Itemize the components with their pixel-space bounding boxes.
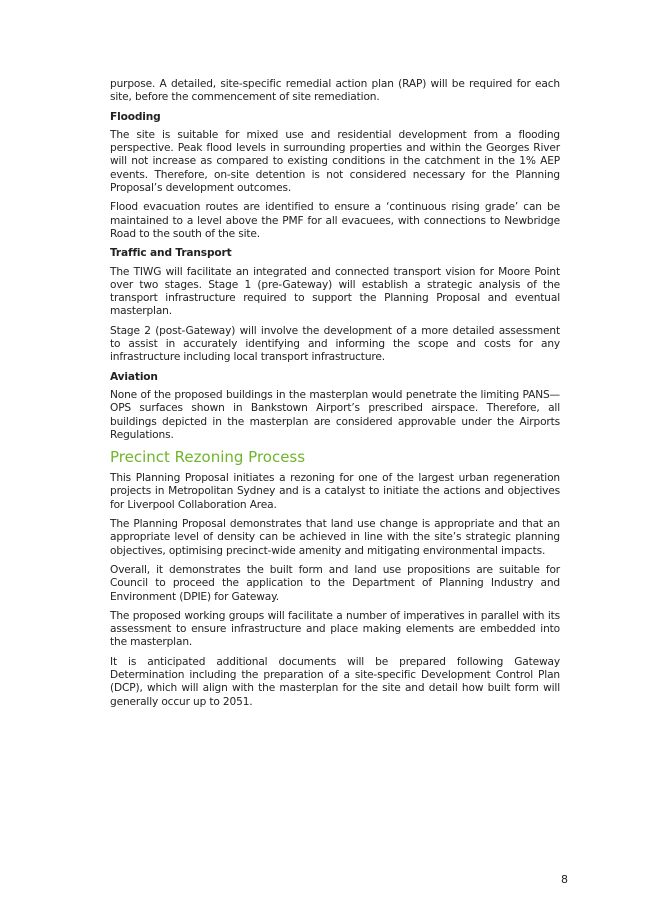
paragraph-transport-2: Stage 2 (post-Gateway) will involve the development of a more detailed assessment to assist in accurately identifying and informing the scope and costs for any infrastructure including local transport infrastructure. xyxy=(110,324,560,364)
heading-traffic-transport: Traffic and Transport xyxy=(110,247,232,260)
paragraph-flooding-2: Flood evacuation routes are identified to ensure a ‘continuous rising grade’ can be maintained to a level above the PMF for all evacuees, with connections to Newbridge Road to the south of the site. xyxy=(110,201,560,240)
heading-aviation: Aviation xyxy=(110,370,158,383)
paragraph-remediation: purpose. A detailed, site-specific remedial action plan (RAP) will be required for each site, before the commencement of site remediation. xyxy=(110,78,560,104)
heading-flooding: Flooding xyxy=(110,110,161,123)
paragraph-flooding-1: The site is suitable for mixed use and residential development from a flooding perspective. Peak flood levels in surrounding properties and within the Georges River will not increase as compared to existing conditions in the catchment in the 1% AEP events. Therefore, on-site detention is not considered necessary for the Planning Proposal’s development outcomes. xyxy=(110,128,560,195)
paragraph-aviation: None of the proposed buildings in the masterplan would penetrate the limiting PANS—OPS surfaces shown in Bankstown Airport’s prescribed airspace. Therefore, all buildings depicted in the masterplan are considered approvable under the Airports Regulations. xyxy=(110,388,560,441)
paragraph-transport-1: The TIWG will facilitate an integrated and connected transport vision for Moore Point over two stages. Stage 1 (pre-Gateway) will establish a strategic analysis of the transport infrastructure required to support the Planning Proposal and eventual masterplan. xyxy=(110,265,560,318)
page-number: 8 xyxy=(561,873,568,886)
section-title-precinct-rezoning: Precinct Rezoning Process xyxy=(110,448,306,467)
page-body xyxy=(110,78,560,715)
paragraph-rezoning-5: It is anticipated additional documents will be prepared following Gateway Determination including the preparation of a site-specific Development Control Plan (DCP), which will align with the masterplan for the site and detail how built form will generally occur up to 2051. xyxy=(110,655,560,708)
paragraph-rezoning-3: Overall, it demonstrates the built form and land use propositions are suitable for Council to proceed the application to the Department of Planning Industry and Environment (DPIE) for Gateway. xyxy=(110,563,560,603)
paragraph-rezoning-4: The proposed working groups will facilitate a number of imperatives in parallel with its assessment to ensure infrastructure and place making elements are embedded into the masterplan. xyxy=(110,609,560,649)
paragraph-rezoning-1: This Planning Proposal initiates a rezoning for one of the largest urban regeneration projects in Metropolitan Sydney and is a catalyst to initiate the actions and objectives for Liverpool Collaboration Area. xyxy=(110,472,560,511)
paragraph-rezoning-2: The Planning Proposal demonstrates that land use change is appropriate and that an appropriate level of density can be achieved in line with the site’s strategic planning objectives, optimising precinct-wide amenity and mitigating environmental impacts. xyxy=(110,518,560,557)
